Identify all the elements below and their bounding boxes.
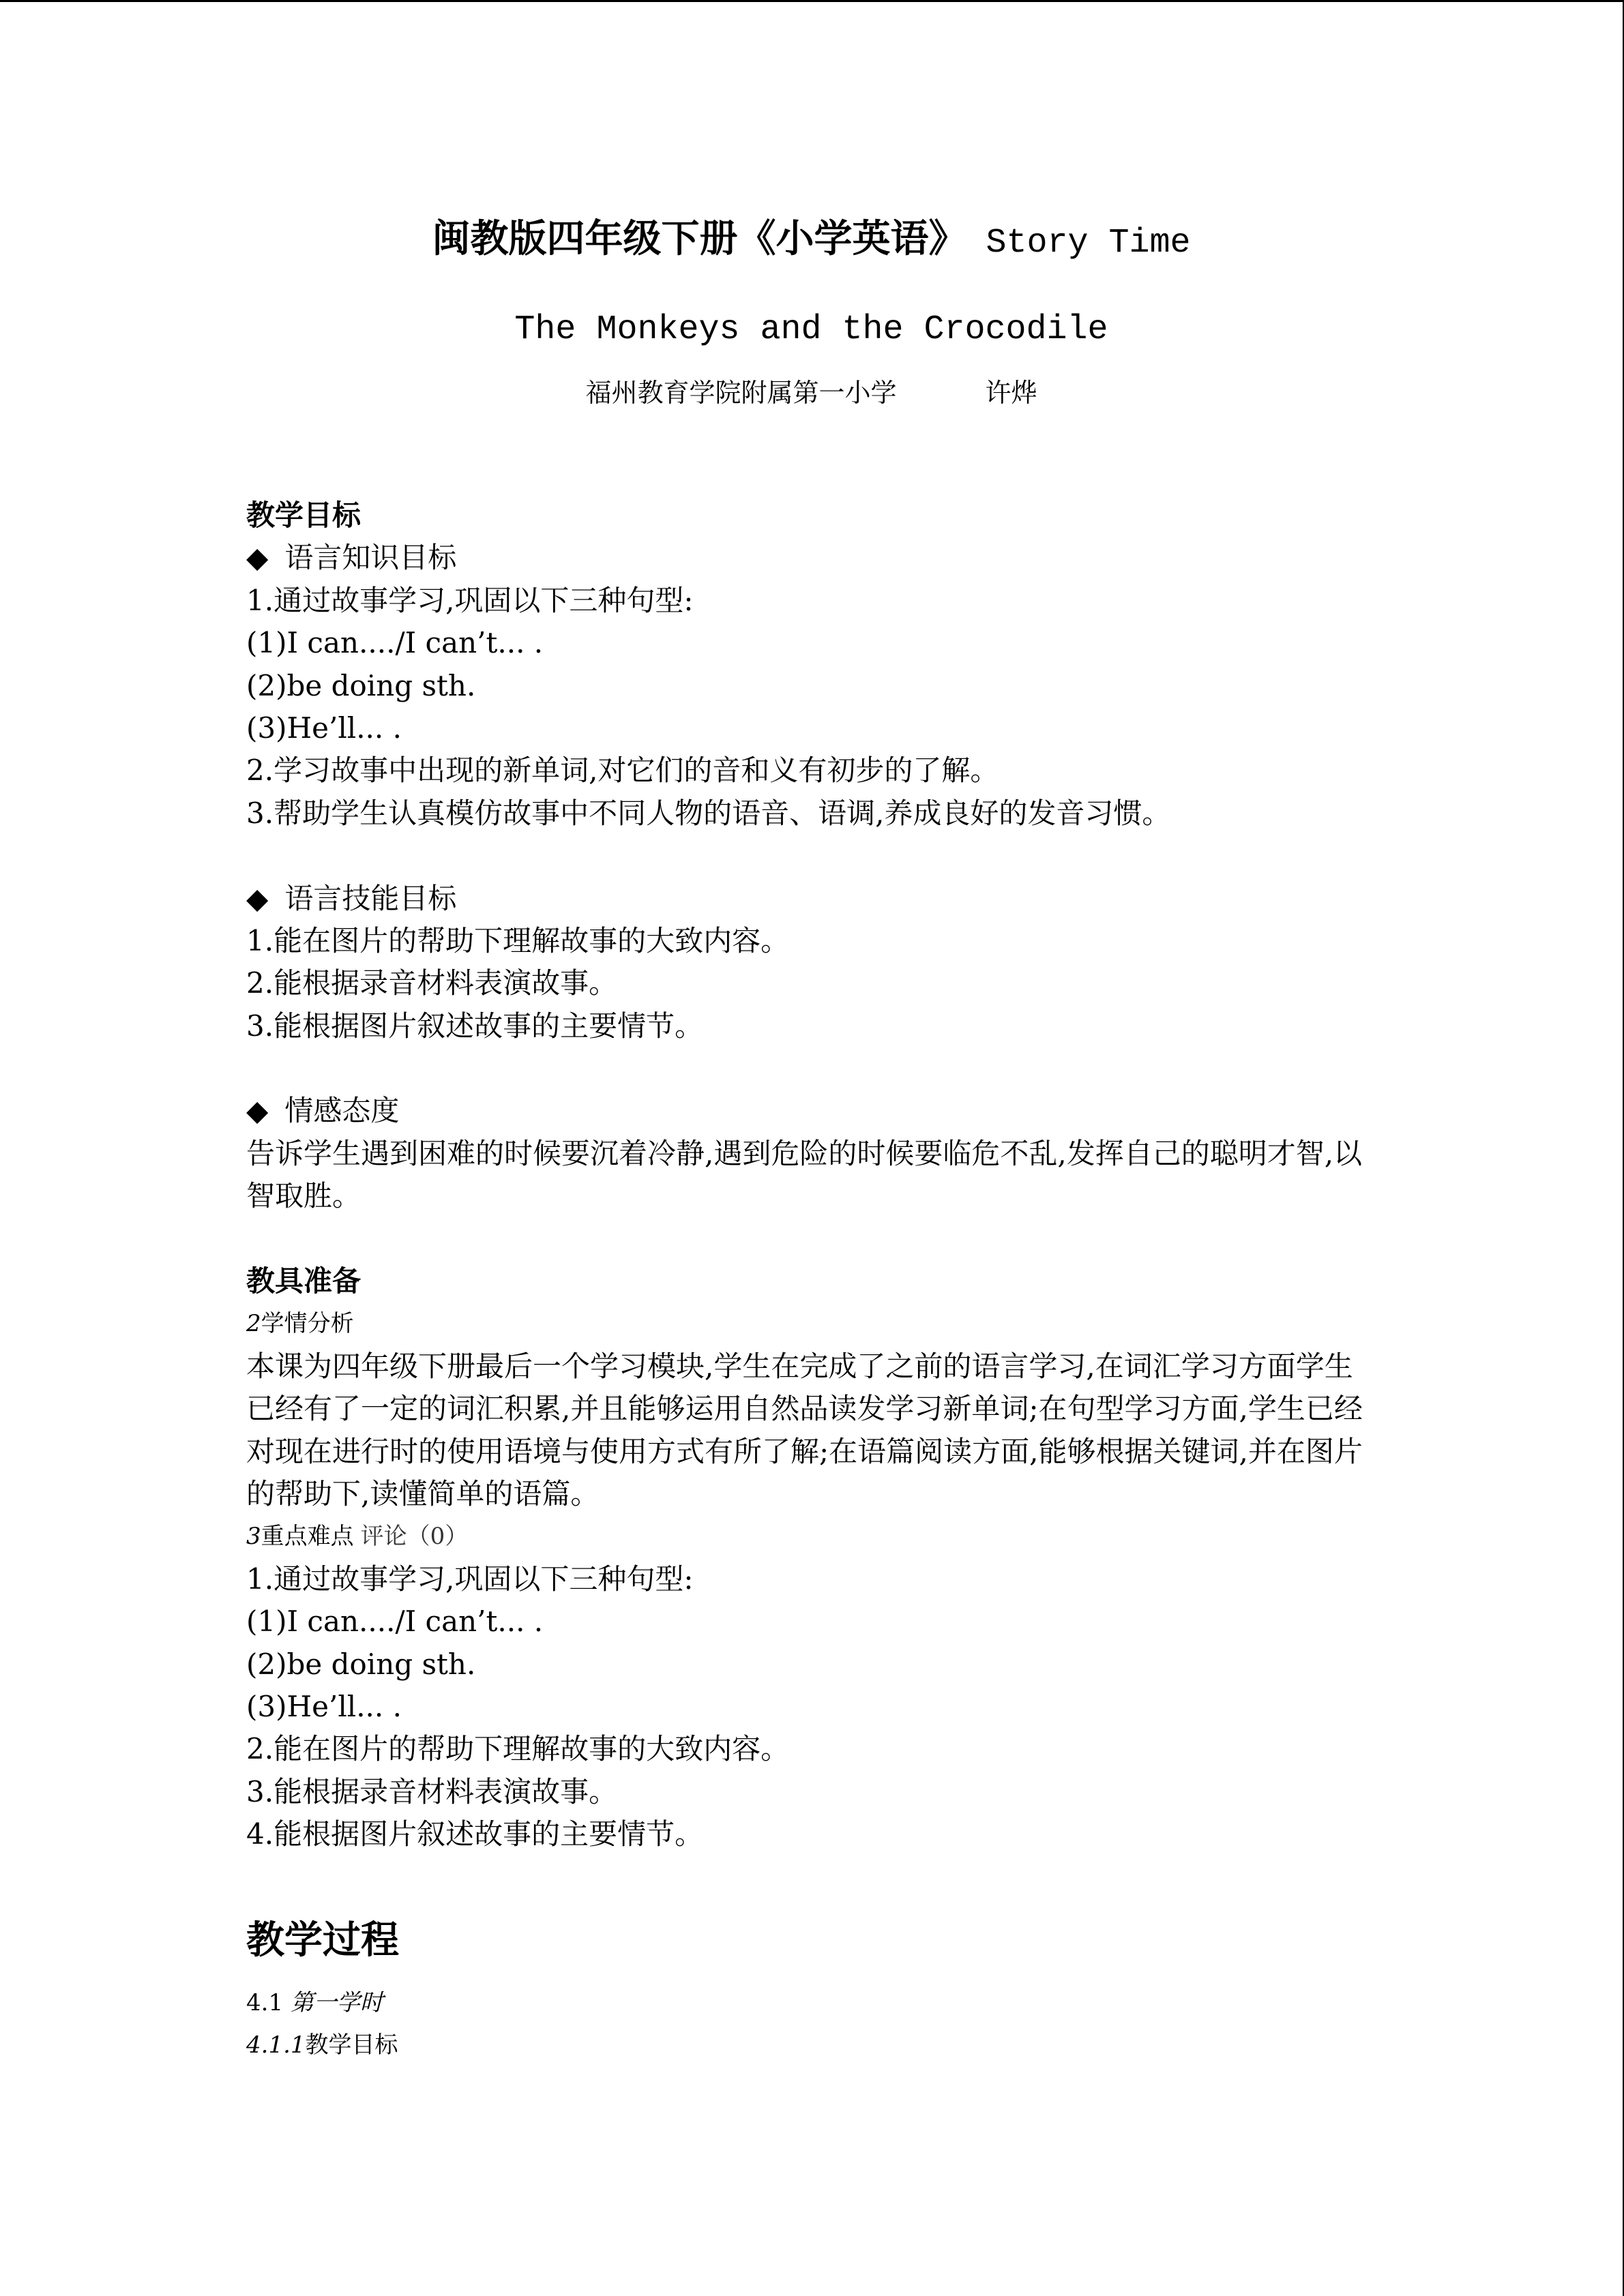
text-line: 4.能根据图片叙述故事的主要情节。 xyxy=(246,1817,704,1851)
text-line: 1.能在图片的帮助下理解故事的大致内容。 xyxy=(246,923,790,957)
blank-line xyxy=(246,835,1406,877)
section-title: 教学目标 xyxy=(305,2031,398,2059)
section-4-1 xyxy=(246,1982,1406,2024)
text-line: 对现在进行时的使用语境与使用方式有所了解;在语篇阅读方面,能够根据关键词,并在图片 xyxy=(246,1434,1363,1468)
text-line: 已经有了一定的词汇积累,并且能够运用自然品读发学习新单词;在句型学习方面,学生已经 xyxy=(246,1392,1363,1426)
subheading-label: 情感态度 xyxy=(284,1094,400,1128)
subheading-number: 3 xyxy=(246,1523,261,1551)
text-line: 1.通过故事学习,巩固以下三种句型: xyxy=(246,583,694,617)
text-line: 本课为四年级下册最后一个学习模块,学生在完成了之前的语言学习,在词汇学习方面学生 xyxy=(246,1349,1353,1383)
school-name: 福州教育学院附属第一小学 xyxy=(585,378,897,408)
document-body xyxy=(246,494,1406,2066)
title-english: Story Time xyxy=(986,224,1191,263)
title-chinese: 闽教版四年级下册《小学英语》 xyxy=(432,216,967,261)
text-line: 智取胜。 xyxy=(246,1179,361,1213)
text-line: (3)He’ll... . xyxy=(246,711,402,745)
text-line: (2)be doing sth. xyxy=(246,668,476,702)
text-line: (1)I can..../I can’t... . xyxy=(246,626,544,660)
blank-line xyxy=(246,1218,1406,1260)
document-title xyxy=(0,212,1623,270)
document-subtitle: The Monkeys and the Crocodile xyxy=(514,310,1108,349)
diamond-bullet-icon: ◆ xyxy=(246,541,269,575)
subheading-label: 学情分析 xyxy=(261,1310,354,1338)
subheading-number: 2 xyxy=(246,1310,261,1338)
subheading-key-points xyxy=(246,1515,1406,1557)
subheading-label: 重点难点 xyxy=(261,1523,354,1551)
text-line: 1.通过故事学习,巩固以下三种句型: xyxy=(246,1562,694,1596)
text-line: (1)I can..../I can’t... . xyxy=(246,1605,544,1639)
text-line: 3.能根据录音材料表演故事。 xyxy=(246,1774,618,1808)
text-line: 告诉学生遇到困难的时候要沉着冷静,遇到危险的时候要临危不乱,发挥自己的聪明才智,以 xyxy=(246,1136,1363,1170)
subheading-label: 语言技能目标 xyxy=(284,881,457,915)
text-line: 3.帮助学生认真模仿故事中不同人物的语音、语调,养成良好的发音习惯。 xyxy=(246,796,1171,830)
section-heading-objectives: 教学目标 xyxy=(246,498,361,532)
author-line xyxy=(0,374,1623,412)
text-line: 3.能根据图片叙述故事的主要情节。 xyxy=(246,1009,704,1043)
text-line: 的帮助下,读懂简单的语篇。 xyxy=(246,1476,600,1510)
diamond-bullet-icon: ◆ xyxy=(246,1094,269,1128)
author-name: 许烨 xyxy=(985,378,1037,408)
section-4-1-1 xyxy=(246,2024,1406,2066)
text-line: 2.能在图片的帮助下理解故事的大致内容。 xyxy=(246,1732,790,1766)
blank-line xyxy=(246,1047,1406,1090)
document-header xyxy=(0,2,1623,412)
subheading-analysis xyxy=(246,1302,1406,1345)
comment-count-link[interactable]: 评论（0） xyxy=(360,1523,469,1551)
text-line: 2.学习故事中出现的新单词,对它们的音和义有初步的了解。 xyxy=(246,754,999,788)
diamond-bullet-icon: ◆ xyxy=(246,881,269,915)
section-heading-materials: 教具准备 xyxy=(246,1264,361,1298)
section-heading-process: 教学过程 xyxy=(246,1917,399,1963)
text-line: 2.能根据录音材料表演故事。 xyxy=(246,966,618,1000)
subheading-label: 语言知识目标 xyxy=(284,541,457,575)
subheading-knowledge xyxy=(246,537,1406,579)
text-line: (2)be doing sth. xyxy=(246,1647,476,1681)
section-number: 4.1.1 xyxy=(246,2031,306,2059)
subheading-emotion xyxy=(246,1090,1406,1132)
subheading-skills xyxy=(246,878,1406,920)
section-title: 第一学时 xyxy=(290,1988,383,2016)
text-line: (3)He’ll... . xyxy=(246,1689,402,1723)
section-number: 4.1 xyxy=(246,1988,284,2016)
